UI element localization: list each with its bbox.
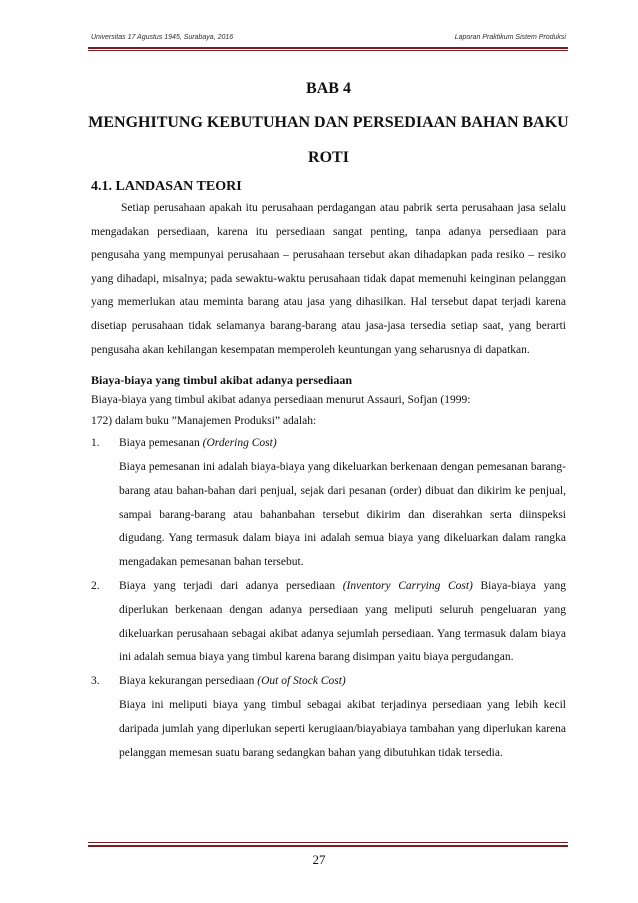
list-item-after: Biaya-biaya yang diperlukan berkenaan dengan adanya persediaan yang meliputi seluruh pengeluaran yang dikeluarkan perusahaan sebagai akibat adanya sejumlah persediaan. Yang termasuk dalam biaya ini adalah semua biaya yang timbul karena barang disimpan yaitu biaya pergudangan. bbox=[119, 579, 566, 664]
chapter-label: BAB 4 bbox=[306, 80, 351, 97]
list-item-number: 3. bbox=[91, 675, 100, 688]
list-item-title: Biaya kekurangan persediaan bbox=[119, 675, 258, 688]
list-item-number: 1. bbox=[91, 437, 100, 450]
section-paragraph: Setiap perusahaan apakah itu perusahaan perdagangan atau pabrik serta perusahaan jasa selalu mengadakan persediaan, karena itu persediaan sangat penting, tanpa adanya persediaan para pengusaha yang mempunyai perusahaan – perusahaan tersebut akan dihadapkan pada resiko – resiko yang dihadapi, misalnya; pada sewaktu-waktu perusahaan tidak dapat memenuhi keinginan pelanggan yang memerlukan atau meminta barang atau jasa yang dihasilkan. Hal tersebut dapat terjadi karena disetiap perusahaan tidak selamanya barang-barang atau jasa-jasa tersedia setiap saat, yang berarti pengusaha akan kehilangan kesempatan memperoleh keuntungan yang seharusnya di dapatkan. bbox=[91, 202, 566, 356]
list-item-number: 2. bbox=[91, 579, 100, 592]
list-item-term: (Inventory Carrying Cost) bbox=[342, 579, 473, 592]
list-item-description: Biaya pemesanan ini adalah biaya-biaya yang dikeluarkan berkenaan dengan pemesanan barang-barang atau bahan-bahan dari penjual, sejak dari pesanan (order) dibuat dan dikirim ke penjual, sampai barang-barang atau bahanbahan tersebut dikirim dan diserahkan serta diinspeksi digudang. Yang termasuk dalam biaya ini adalah semua biaya yang dikeluarkan dalam rangka mengadakan pemesanan bahan tersebut. bbox=[119, 460, 566, 569]
list-item-title: Biaya pemesanan bbox=[119, 437, 203, 450]
running-header bbox=[91, 34, 566, 46]
header-rule bbox=[88, 47, 568, 49]
list-item bbox=[91, 670, 566, 765]
header-rule-thin bbox=[88, 50, 568, 51]
list-item-term: (Ordering Cost) bbox=[202, 437, 277, 450]
subsection-heading: Biaya-biaya yang timbul akibat adanya persediaan bbox=[91, 373, 353, 388]
footer-rule bbox=[88, 845, 568, 847]
list-item-title: Biaya yang terjadi dari adanya persediaan bbox=[119, 579, 343, 592]
chapter-title: MENGHITUNG KEBUTUHAN DAN PERSEDIAAN BAHAN BAKU ROTI bbox=[88, 114, 569, 166]
footer-rule-thin bbox=[88, 842, 568, 843]
list-item bbox=[91, 575, 566, 670]
list-item-term: (Out of Stock Cost) bbox=[257, 675, 346, 688]
header-report-title: Laporan Praktikum Sistem Produksi bbox=[454, 34, 566, 41]
section-heading: 4.1. LANDASAN TEORI bbox=[91, 179, 242, 194]
list-item-description: Biaya ini meliputi biaya yang timbul sebagai akibat terjadinya persediaan yang lebih kecil daripada jumlah yang diperlukan seperti kerugiaan/biayabiaya tambahan yang diperlukan karena pelanggan memesan suatu barang sedangkan bahan yang dibutuhkan tidak tersedia. bbox=[119, 698, 566, 759]
list-item bbox=[91, 432, 566, 575]
page-body bbox=[88, 77, 569, 765]
subsection-intro-line1: Biaya-biaya yang timbul akibat adanya persediaan menurut Assauri, Sofjan (1999: bbox=[91, 394, 471, 407]
cost-list bbox=[91, 432, 566, 765]
page-number: 27 bbox=[312, 852, 326, 867]
header-institution: Universitas 17 Agustus 1945, Surabaya, 2016 bbox=[91, 34, 234, 41]
subsection-intro-line2: 172) dalam buku ”Manajemen Produksi” adalah: bbox=[91, 415, 317, 428]
